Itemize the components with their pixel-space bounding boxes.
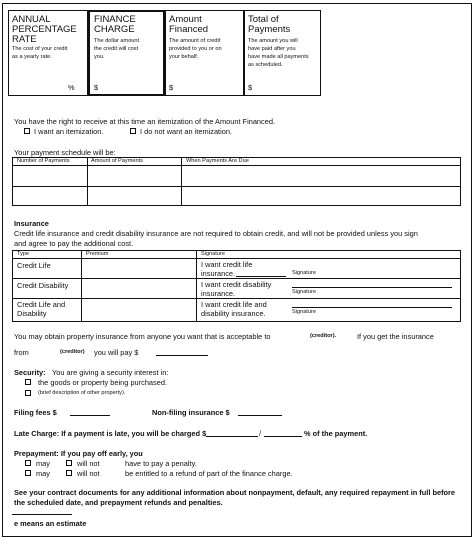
late-charge-slash: / xyxy=(259,429,262,438)
schedule-col-amount: Amount of Payments xyxy=(91,158,143,164)
security-text: You are giving a security interest in: xyxy=(52,368,169,377)
insurance-text-2: and agree to pay the additional cost. xyxy=(14,239,134,248)
apr-title-3: RATE xyxy=(12,34,37,45)
prepayment-text: Prepayment: If you pay off early, you xyxy=(14,449,143,458)
schedule-title: Your payment schedule will be: xyxy=(14,148,116,157)
nonfiling-field[interactable] xyxy=(238,415,282,416)
prepay-refund-willnot-checkbox[interactable] xyxy=(66,470,72,476)
insurance-row-sig-1: I want credit disability xyxy=(201,280,272,289)
schedule-col-when: When Payments Are Due xyxy=(186,158,249,164)
insurance-col-type: Type xyxy=(17,251,30,257)
late-charge-amount-field[interactable] xyxy=(206,436,258,437)
amount-financed-desc-1: The amount of credit xyxy=(169,38,221,44)
apr-value: % xyxy=(68,83,75,92)
prepay-penalty-may: may xyxy=(36,459,50,468)
late-charge-suffix: % of the payment. xyxy=(304,429,368,438)
security-other-label: (brief description of other property). xyxy=(38,390,126,396)
late-charge-text: Late Charge: If a payment is late, you will be charged $ xyxy=(14,429,207,438)
property-from: from xyxy=(14,348,29,357)
amount-financed-desc-3: your behalf. xyxy=(169,54,199,60)
total-payments-value: $ xyxy=(248,83,253,92)
prepay-penalty-willnot: will not xyxy=(77,459,100,468)
property-creditor-2: (creditor) xyxy=(60,349,85,355)
property-pay: you will pay $ xyxy=(94,348,139,357)
total-payments-title-2: Payments xyxy=(248,24,291,35)
insurance-row-sig-line[interactable] xyxy=(292,287,452,288)
finance-charge-desc-1: The dollar amount xyxy=(94,38,140,44)
security-goods-label: the goods or property being purchased. xyxy=(38,378,168,387)
total-payments-desc-3: have made all payments xyxy=(248,54,309,60)
property-text-1: You may obtain property insurance from anyone you want that is acceptable to xyxy=(14,332,271,341)
property-amount-field[interactable] xyxy=(156,355,208,356)
nonfiling-label: Non-filing insurance $ xyxy=(152,408,230,417)
amount-financed-desc-2: provided to you or on xyxy=(169,46,222,52)
prepay-penalty-willnot-checkbox[interactable] xyxy=(66,460,72,466)
insurance-heading: Insurance xyxy=(14,219,49,228)
total-payments-desc-1: The amount you will xyxy=(248,38,298,44)
contract-text-2: the scheduled date, and prepayment refunds and penalties. xyxy=(14,498,223,507)
finance-charge-title-1: FINANCE xyxy=(94,14,136,25)
prepay-refund-text: be entitled to a refund of part of the finance charge. xyxy=(125,469,293,478)
property-text-2: If you get the insurance xyxy=(357,332,434,341)
insurance-col-premium: Premium xyxy=(86,251,109,257)
total-payments-desc-2: have paid after you xyxy=(248,46,296,52)
property-creditor-1: (creditor). xyxy=(310,333,337,339)
insurance-row-type: Credit Life and xyxy=(17,300,66,309)
insurance-row-sig-label: Signature xyxy=(292,270,316,276)
total-payments-title-1: Total of xyxy=(248,14,279,25)
itemization-text: You have the right to receive at this time an itemization of the Amount Financed. xyxy=(14,117,276,126)
insurance-row-type: Credit Disability xyxy=(17,281,69,290)
itemization-not-checkbox[interactable] xyxy=(130,128,136,134)
security-other-checkbox[interactable] xyxy=(25,390,31,396)
insurance-row-sig-label: Signature xyxy=(292,289,316,295)
insurance-row-sig-2: disability insurance. xyxy=(201,309,266,318)
finance-charge-desc-2: the credit will cost xyxy=(94,46,139,52)
insurance-col-signature: Signature xyxy=(201,251,225,257)
apr-title-2: PERCENTAGE xyxy=(12,24,77,35)
prepay-refund-willnot: will not xyxy=(77,469,100,478)
security-label: Security: xyxy=(14,368,46,377)
apr-desc-2: as a yearly rate. xyxy=(12,54,52,60)
estimate-footnote: e means an estimate xyxy=(14,519,87,528)
insurance-row-sig-1: I want credit life and xyxy=(201,300,267,309)
itemization-want-checkbox[interactable] xyxy=(24,128,30,134)
prepay-penalty-text: have to pay a penalty. xyxy=(125,459,197,468)
apr-desc-1: The cost of your credit xyxy=(12,46,68,52)
prepay-refund-may-checkbox[interactable] xyxy=(25,470,31,476)
insurance-row-type: Credit Life xyxy=(17,261,51,270)
total-payments-desc-4: as scheduled. xyxy=(248,62,283,68)
finance-charge-value: $ xyxy=(94,83,99,92)
filing-fees-label: Filing fees $ xyxy=(14,408,57,417)
insurance-row-sig-line[interactable] xyxy=(236,276,286,277)
itemization-want-label: I want an itemization. xyxy=(34,127,104,136)
insurance-row-sig-label: Signature xyxy=(292,309,316,315)
schedule-col-number: Number of Payments xyxy=(17,158,70,164)
itemization-not-label: I do not want an itemization. xyxy=(140,127,233,136)
amount-financed-title-1: Amount xyxy=(169,14,202,25)
insurance-row-sig-2: insurance. xyxy=(201,289,236,298)
amount-financed-value: $ xyxy=(169,83,174,92)
contract-text-1: See your contract documents for any additional information about nonpayment, default, any required repayment in full before xyxy=(14,488,456,497)
insurance-row-type-2: Disability xyxy=(17,309,47,318)
amount-financed-title-2: Financed xyxy=(169,24,209,35)
insurance-text-1: Credit life insurance and credit disability insurance are not required to obtain credit, and will not be provided unless you sign xyxy=(14,229,418,238)
insurance-row-sig-2: insurance. xyxy=(201,269,236,278)
prepay-penalty-may-checkbox[interactable] xyxy=(25,460,31,466)
apr-title-1: ANNUAL xyxy=(12,14,51,25)
security-goods-checkbox[interactable] xyxy=(25,379,31,385)
late-charge-percent-field[interactable] xyxy=(264,436,302,437)
finance-charge-title-2: CHARGE xyxy=(94,24,135,35)
filing-fees-field[interactable] xyxy=(70,415,110,416)
prepay-refund-may: may xyxy=(36,469,50,478)
insurance-row-sig-1: I want credit life xyxy=(201,260,253,269)
finance-charge-desc-3: you. xyxy=(94,54,105,60)
insurance-row-sig-line[interactable] xyxy=(292,307,452,308)
